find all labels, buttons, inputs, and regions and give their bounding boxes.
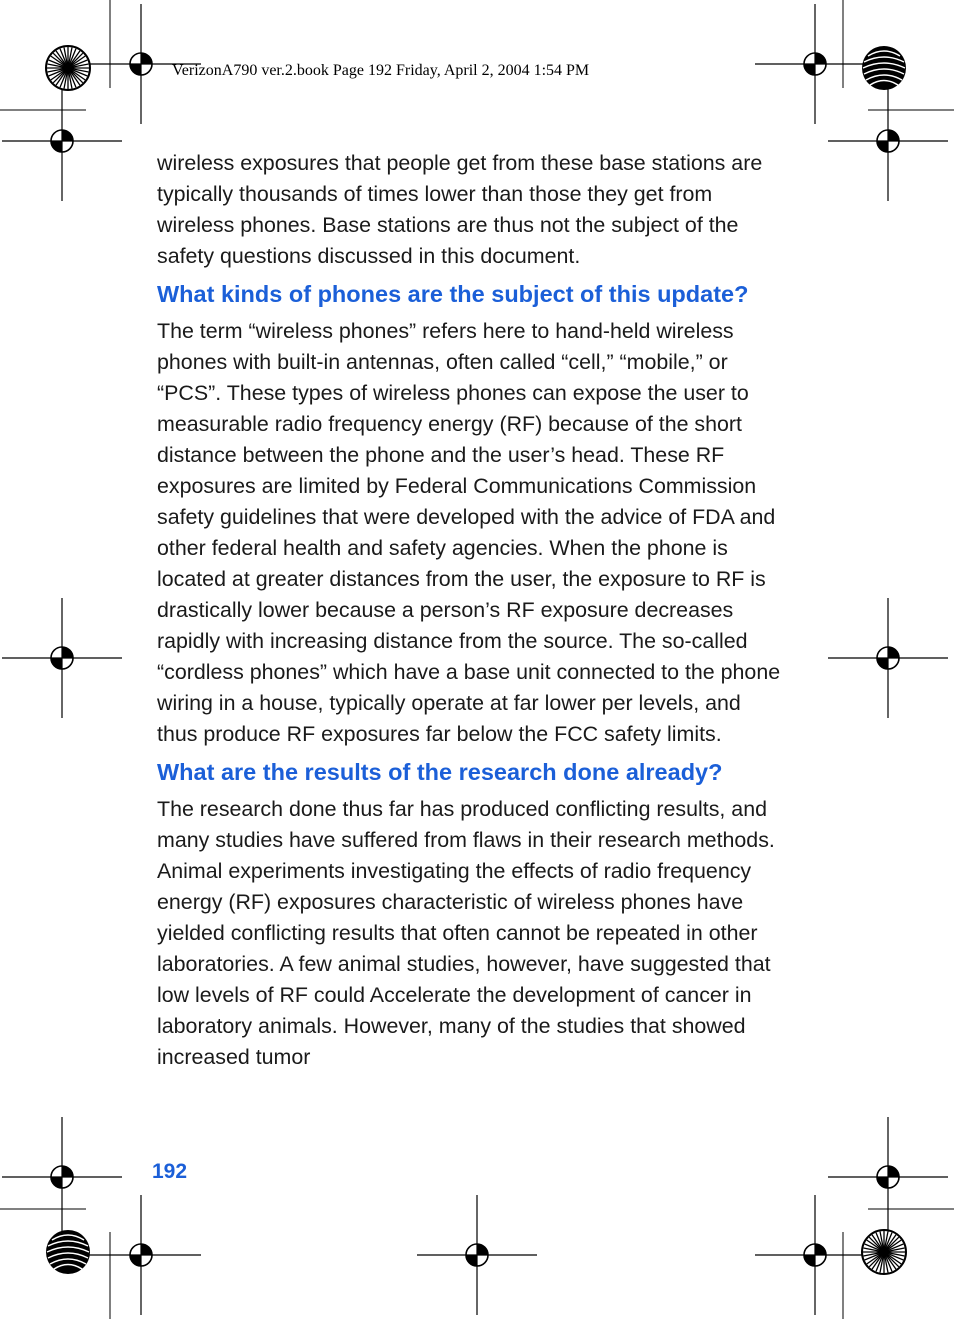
section-heading-phone-types: What kinds of phones are the subject of this update? [157,281,749,307]
book-header: VerizonA790 ver.2.book Page 192 Friday, April 2, 2004 1:54 PM [172,62,590,79]
section-heading-research-results: What are the results of the research done already? [157,759,723,785]
page-content [157,148,787,1073]
page-number: 192 [152,1160,188,1183]
paragraph-wireless-phones: The term “wireless phones” refers here to hand-held wireless phones with built-in antennas, often called “cell,” “mobile,” or “PCS”. These types of wireless phones can expose the user to measurable radio frequency energy (RF) because of the short distance between the phone and the user’s head. These RF exposures are limited by Federal Communications Commission safety guidelines that were developed with the advice of FDA and other federal health and safety agencies. When the phone is located at greater distances from the user, the exposure to RF is drastically lower because a person’s RF exposure decreases rapidly with increasing distance from the source. The so-called “cordless phones” which have a base unit connected to the phone wiring in a house, typically operate at far lower per levels, and thus produce RF exposures far below the FCC safety limits. [157,319,781,746]
paragraph-base-stations: wireless exposures that people get from these base stations are typically thousands of times lower than those they get from wireless phones. Base stations are thus not the subject of the safety questions discussed in this document. [157,151,763,268]
paragraph-research: The research done thus far has produced conflicting results, and many studies have suffered from flaws in their research methods. Animal experiments investigating the effects of radio frequency energy (RF) exposures characteristic of wireless phones have yielded conflicting results that often cannot be repeated in other laboratories. A few animal studies, however, have suggested that low levels of RF could Accelerate the development of cancer in laboratory animals. However, many of the studies that showed increased tumor [157,797,775,1069]
